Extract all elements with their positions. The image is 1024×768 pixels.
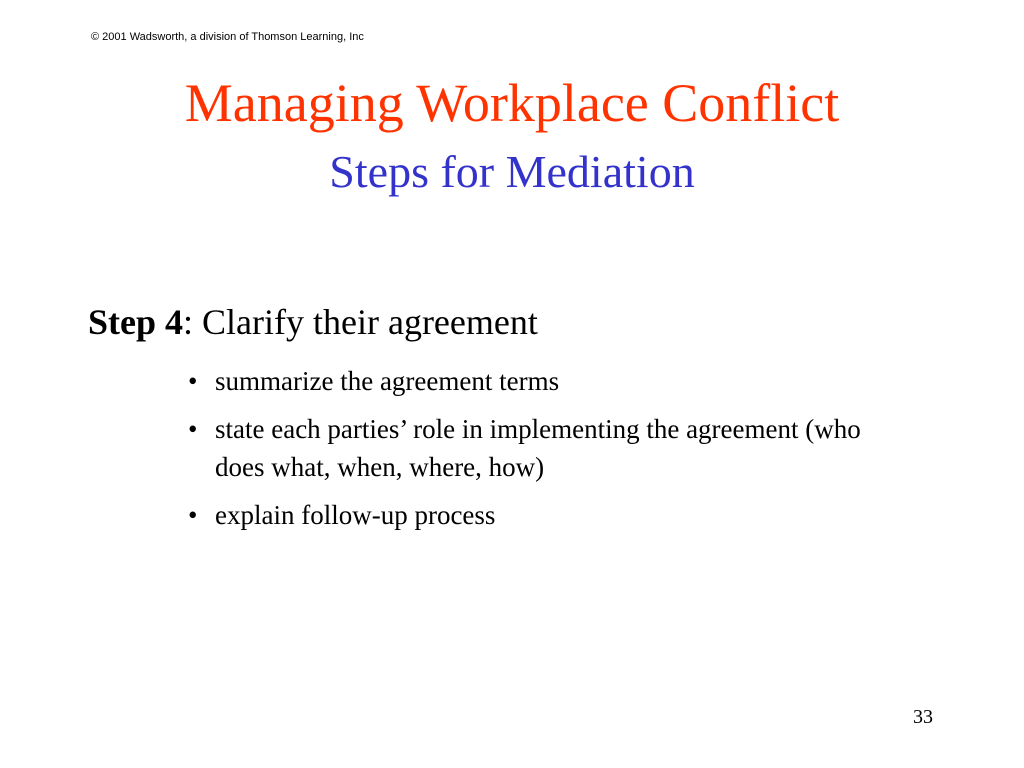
bullet-icon: • <box>188 366 198 396</box>
bullet-icon: • <box>188 500 198 530</box>
bullet-text: explain follow-up process <box>215 500 496 530</box>
slide-subtitle: Steps for Mediation <box>329 146 695 197</box>
bullet-text: state each parties’ role in implementing the agreement (who does what, when, where, how) <box>215 414 861 482</box>
step-heading <box>88 299 538 345</box>
bullet-item <box>188 410 908 486</box>
step-text: : Clarify their agreement <box>183 302 538 342</box>
bullet-item <box>188 362 908 400</box>
slide-title: Managing Workplace Conflict <box>184 73 840 133</box>
copyright-notice: © 2001 Wadsworth, a division of Thomson Learning, Inc <box>91 31 364 43</box>
bullet-icon: • <box>188 414 198 444</box>
bullet-list <box>188 362 908 544</box>
page-number: 33 <box>913 706 933 728</box>
bullet-item <box>188 496 908 534</box>
bullet-text: summarize the agreement terms <box>215 366 560 396</box>
step-label: Step 4 <box>88 302 184 342</box>
